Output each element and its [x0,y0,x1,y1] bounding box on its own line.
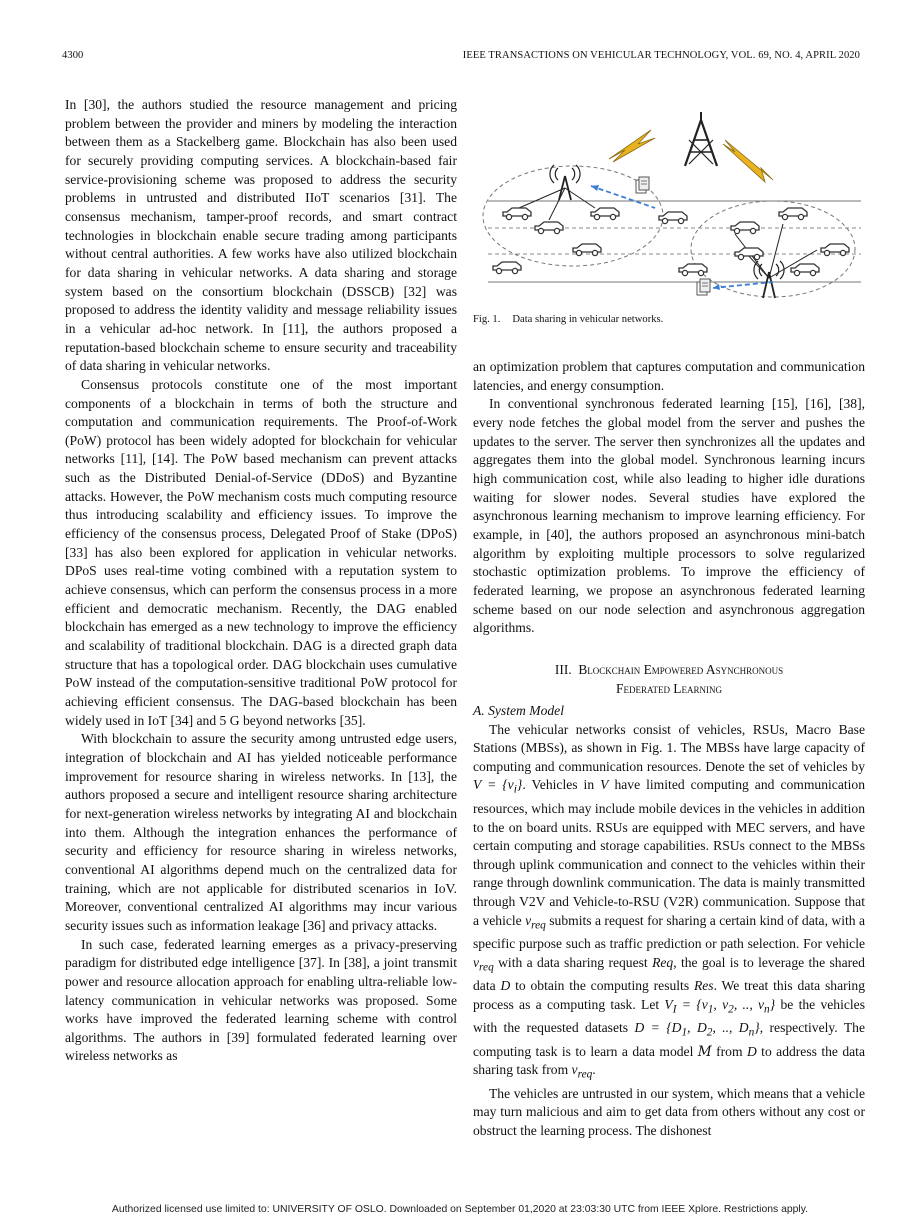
math-text: = {v [676,996,708,1012]
section-title-line2: Federated Learning [616,680,722,696]
data-transfer-arrow [713,282,773,288]
paragraph: an optimization problem that captures computation and communication latencies, and energy consumption. [473,359,865,393]
section-title [473,660,865,698]
math: Res [693,978,714,994]
paragraph: The vehicles are untrusted in our system, which means that a vehicle may turn malicious and aim to get data from others without any cost or obstruct the learning process. The dishonest [473,1085,865,1138]
document-icon [636,177,649,193]
math-text: , D [687,1020,707,1036]
paragraph: With blockchain to assure the security among untrusted edge users, integration of blockchain and AI has yielded noticeable performance improvement for resource sharing in wireless networks. In [13], the authors proposed a secure and intelligent resource sharing architecture for next-generation wireless networks by integrating AI and blockchain into them. Although the integration enhances the performance of security and efficiency for resource sharing in wireless networks, conventional AI algorithms depend much on the centralized data for training, which are not applicable for distributed scenarios in IoV. Moreover, conventional centralized AI algorithms may incur various security issues such as information leakage [36] and privacy attacks. [65,731,457,933]
math-text: , v [713,996,729,1012]
figure-caption [473,314,663,325]
car-icon [779,208,807,220]
text: have limited computing and communication resources, which may include mobile devices in the vehicles in addition to the on board units. RSUs are equipped with MEC servers, and have certain computing and storage capabilities. RSUs connect to the MBSs through uplink communication and connect to the vehicles within their range through downlink communication. The data is mainly transmitted through V2V and Vehicle-to-RSU (V2R) communication. Suppose that a vehicle [473,777,866,928]
figure-vehicular-network [473,104,865,304]
math-text: } [754,1020,760,1036]
page-number: 4300 [62,50,84,61]
math-sub: 1 [681,1026,688,1039]
math-sub: req [577,1068,593,1081]
math: D [500,978,511,994]
macro-base-station-icon [685,112,717,166]
text: with a data sharing request [493,954,653,970]
math-text: , .., v [733,996,765,1012]
text: from [711,1043,747,1059]
math-text: } [516,777,523,793]
math-text: } [769,996,776,1012]
text: . Vehicles in [522,777,601,793]
car-icon [591,208,619,220]
paragraph [473,721,865,1085]
text: , the goal is to leverage the shared data [473,954,865,994]
math-text: v [571,1062,578,1078]
math [473,777,523,797]
math [571,1062,596,1081]
car-icon [503,208,531,220]
journal-header: IEEE TRANSACTIONS ON VEHICULAR TECHNOLOGY, VOL. 69, NO. 4, APRIL 2020 [462,50,860,61]
paragraph: In such case, federated learning emerges as a privacy-preserving paradigm for distributed edge intelligence [37]. In [38], a joint transmit power and resource allocation approach for enabling ultra-reliable low-latency communication in vehicular networks was proposed. Some works have improved the federated learning scheme with control algorithms. The authors in [39] formulated federated learning over wireless networks as [65,936,457,1064]
math: Req [652,954,674,970]
math-text: D = {D [634,1020,682,1036]
math: V [600,777,609,793]
math: D [746,1043,757,1059]
license-footer: Authorized licensed use limited to: UNIVERSITY OF OSLO. Downloaded on September 01,2020 at 23:03:30 UTC from IEEE Xplore. Restrictions apply. [111,1204,809,1215]
left-column [65,96,457,1066]
lightning-icon [723,140,773,182]
math: M [697,1043,712,1060]
car-icon [535,222,563,234]
lightning-icon [609,130,655,162]
math [634,1020,760,1039]
math-text: v [525,912,532,928]
vehicular-network-diagram [473,104,865,304]
document-icon [697,279,710,295]
car-icon [731,222,759,234]
text: be the vehicles with the requested datasets [473,996,865,1036]
section-title-line1: Blockchain Empowered Asynchronous [578,661,784,677]
math-sub: n [764,1003,770,1016]
math [473,954,494,974]
text: to address the data sharing task from [473,1043,865,1078]
car-icon [735,248,763,260]
math [664,996,776,1016]
math-sub: 2 [706,1026,713,1039]
math [525,912,546,932]
math-sub: req [531,919,546,932]
text: . [592,1062,596,1078]
paragraph: In [30], the authors studied the resource management and pricing problem between the provider and miners by modeling the interaction between them as a Stackelberg game. Blockchain has also been used for securely providing computing services. A blockchain-based fair service-provisioning scheme was proposed to address the security problems in untrusted and distributed IIoT scenarios [31]. The consensus mechanism, tamper-proof records, and smart contract technologies in blockchain enable secure trading among participants without central authorities. A few works have also utilized blockchain for data sharing in vehicular networks. A data sharing and storage system based on the consortium blockchain (DSSCB) [32] was proposed to address the identity validity and message reliability issues in a vehicular ad-hoc network. In [11], the authors proposed a reputation-based blockchain scheme to ensure security and traceability of data sharing in vehicular networks. [65,97,457,374]
subsection-title: A. System Model [473,702,564,718]
math-sub: req [479,961,494,974]
math-text: V [664,996,673,1012]
math-sub: n [748,1026,755,1039]
car-icon [679,264,707,276]
figure-label: Fig. 1. [473,314,501,325]
math-sub: I [672,1003,677,1016]
math-sub: i [513,784,517,797]
text: , respectively. The computing task is to learn a data model [473,1020,865,1059]
math-text: , .., D [712,1020,749,1036]
math-text: V = {v [473,777,514,793]
car-icon [791,264,819,276]
text: The vehicular networks consist of vehicles, RSUs, Macro Base Stations (MBSs), as shown in Fig. 1. The MBSs have large capacity of computing and communication resources. Denote the set of vehicles by [473,721,865,774]
car-icon [493,262,521,274]
math-text: v [473,954,480,970]
math-sub: 1 [707,1003,714,1016]
figure-caption-text: Data sharing in vehicular networks. [512,314,664,325]
section-number: III. [554,661,572,677]
paragraph: In conventional synchronous federated learning [15], [16], [38], every node fetches the global model from the server and pushes the updates to the server. The server then synchronizes all the updates and aggregates them into the global model. Synchronous learning incurs high communication cost, while also leading to higher idle durations waiting for slower nodes. Several studies have explored the asynchronous learning mechanism to improve learning efficiency. For example, in [40], the authors proposed an asynchronous mini-batch algorithm by exploiting multiple processors to solve regularized stochastic optimization problems. To improve the efficiency of federated learning, we propose an asynchronous federated learning scheme based on our node selection and asynchronous aggregation algorithms. [473,396,865,636]
math-sub: 2 [728,1003,734,1016]
text: to obtain the computing results [510,978,694,994]
text: . We treat this data sharing process as a computing task. Let [473,978,865,1012]
car-icon [659,212,687,224]
text: submits a request for sharing a certain kind of data, with a specific purpose such as traffic prediction or path selection. For vehicle [473,912,865,952]
paragraph: Consensus protocols constitute one of the most important components of a blockchain in terms of both the structure and computation and communication requirements. The Proof-of-Work (PoW) protocol has been widely adopted for blockchain for vehicular networks [11], [14]. The PoW based mechanism can prevent attacks such as the Distributed Denial-of-Service (DDoS) and Byzantine attacks. However, the PoW mechanism costs much computing resource thus introducing scalability and efficiency issues. To improve the efficiency of the consensus process, Delegated Proof of Stake (DPoS) [33] has also been explored for application in vehicular networks. DPoS uses real-time voting combined with a reputation system to achieve consensus, which can perform the consensus process in a more efficient and democratic mechanism. Recently, the DAG enabled blockchain has emerged as a new technology to improve the efficiency and scalability of traditional blockchain. DAG is a directed graph data structure that has a topological order. DAG blockchain uses cumulative PoW instead of the computation-sensitive traditional PoW protocol for achieving efficient consensus. The DAG-based blockchain has been widely used in IoT [34] and 5 G beyond networks [35]. [65,376,457,728]
right-column [473,358,865,1141]
